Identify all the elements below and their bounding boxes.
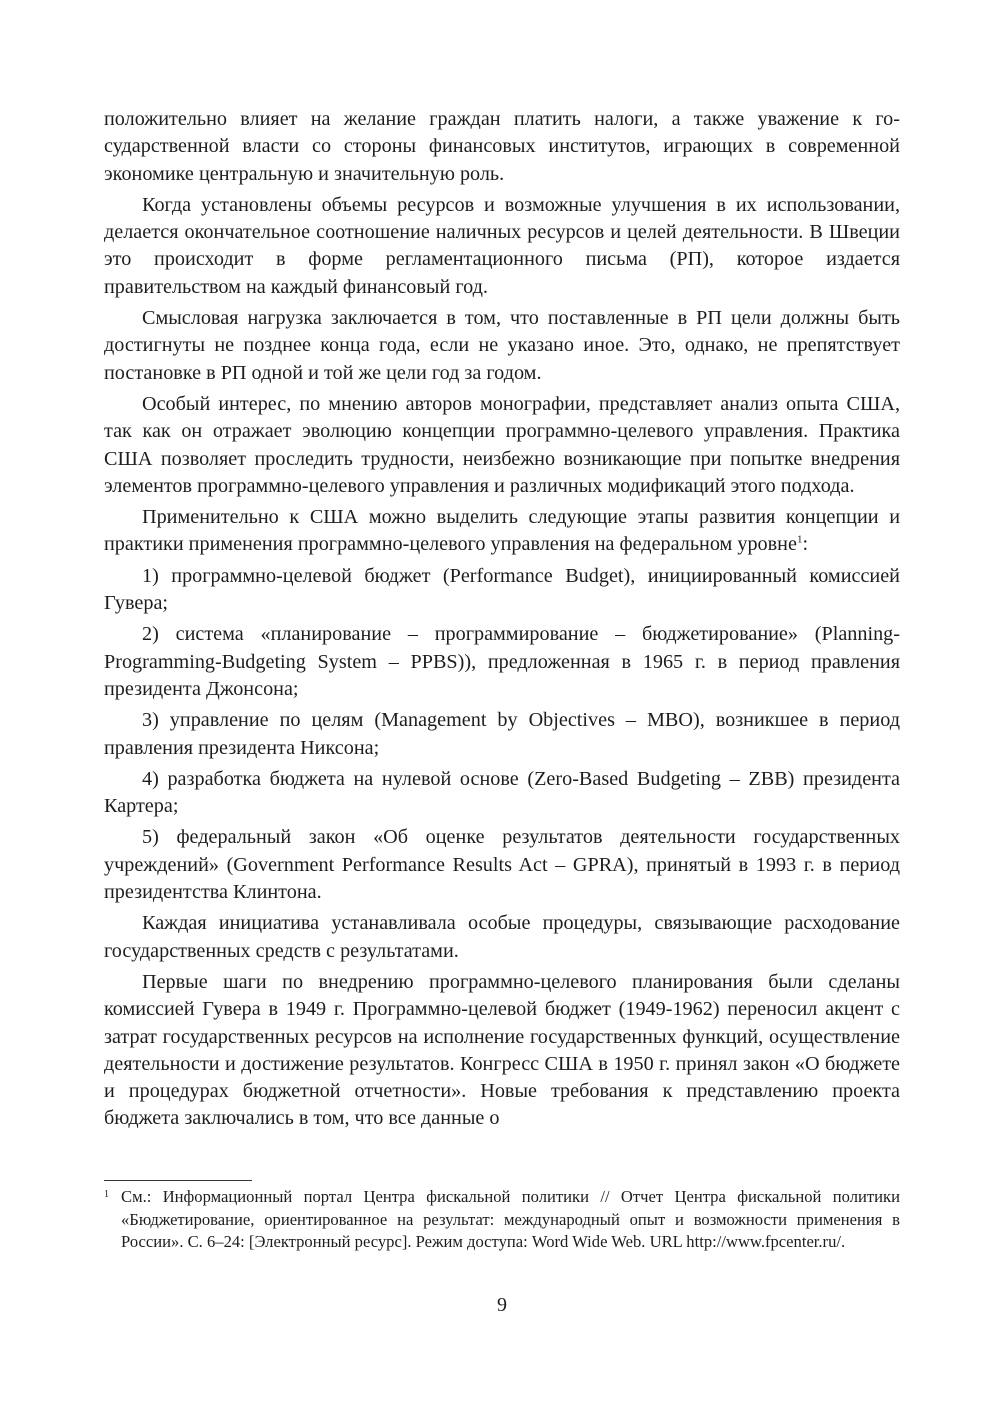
paragraph-1: положительно влияет на желание граждан платить налоги, а также уважение к государственной власти со стороны финансовых институтов, играющих в современной экономике центральную и значительную роль. [104,108,900,185]
page-number: 9 [497,1294,507,1316]
paragraph-7: Первые шаги по внедрению программно-целевого планирования были сделаны комиссией Гувера в 1949 г. Программно-целевой бюджет (1949-1962) переносил акцент с затрат государственных ресурсов на исполнение государственных функций, осуществление деятельности и достижение результатов. Конгресс США в 1950 г. принял закон «О бюджете и процедурах бюджетной отчетности». Новые требования к представлению проекта бюджета заключались в том, что все данные о [104,970,900,1130]
list-item-5: 5) федеральный закон «Об оценке результатов деятельности государственных учреждений» (Government Performance Results Act – GPRA), принятый в 1993 г. в период президентства Клинтона. [104,826,900,904]
list-item-3: 3) управление по целям (Management by Objectives – MBO), возникшее в период правления президента Никсона; [104,709,900,759]
paragraph-5-text: Применительно к США можно выделить следующие этапы развития концепции и практики применения программно-целевого управления на федеральном уровне [104,506,900,556]
paragraph-3: Смысловая нагрузка заключается в том, что поставленные в РП цели должны быть достигнуты не позднее конца года, если не указано иное. Это, однако, не препятствует постановке в РП одной и той же цели год за годом. [104,307,900,384]
footnote-mark: 1 [104,1189,109,1200]
paragraph-4: Особый интерес, по мнению авторов монографии, представляет анализ опыта США, так как он отражает эволюцию концепции программно-целевого управления. Практика США позволяет проследить трудности, неизбежно возникающие при попытке внедрения элементов программно-целевого управления и различных модификаций этого подхода. [104,392,900,497]
list-item-2: 2) система «планирование – программирование – бюджетирование» (Planning-Programming-Budgeting System – PPBS)), предложенная в 1965 г. в период правления президента Джонсона; [104,623,900,700]
paragraph-5 [104,504,900,559]
footnote-divider [104,1180,252,1181]
paragraph-5-colon: : [802,533,809,556]
list-item-1: 1) программно-целевой бюджет (Performance Budget), инициированный комиссией Гувера; [104,564,900,615]
footnote-reference[interactable]: 1 [796,533,803,546]
main-text [104,106,900,1137]
list-item-4: 4) разработка бюджета на нулевой основе (Zero-Based Budgeting – ZBB) президента Картера; [104,767,900,818]
footnote-text: См.: Информационный портал Центра фискальной политики // Отчет Центра фискальной политики «Бюджетирование, ориентированное на результат: международный опыт и возможности применения в России». С. 6–24: [Электронный ресурс]. Режим доступа: Word Wide Web. URL http://www.fpcenter.ru/. [121,1187,900,1251]
footnote [104,1186,900,1254]
paragraph-2: Когда установлены объемы ресурсов и возможные улучшения в их использовании, делается окончательное соотношение наличных ресурсов и целей деятельности. В Швеции это происходит в форме регламентационного письма (РП), которое издается правительством на каждый финансовый год. [104,193,900,298]
paragraph-6: Каждая инициатива устанавливала особые процедуры, связывающие расходование государственных средств с результатами. [104,912,900,962]
